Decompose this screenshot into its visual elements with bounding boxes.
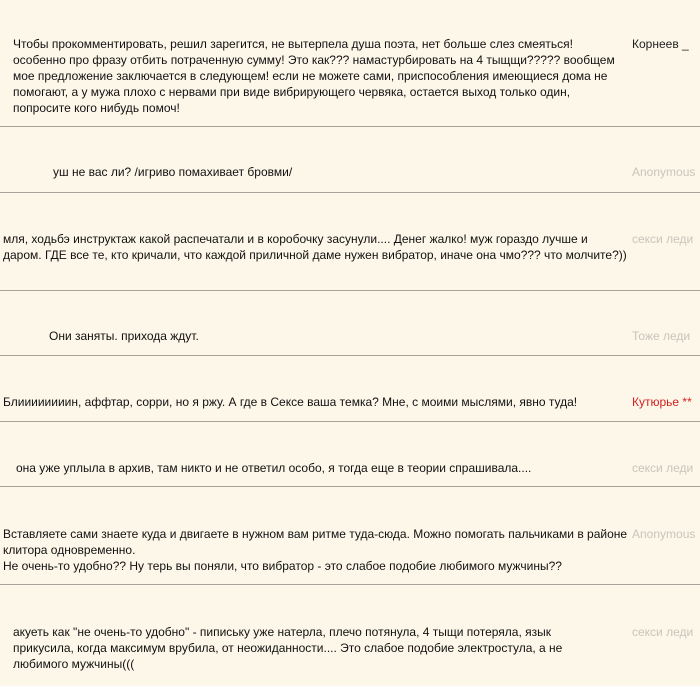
- comment-text: уш не вас ли? /игриво помахивает бровми/: [53, 165, 293, 179]
- comment-author[interactable]: Корнеев _: [632, 37, 689, 51]
- comment: [0, 291, 700, 356]
- comment-author[interactable]: Anonymous: [632, 527, 696, 541]
- comment-text: Они заняты. прихода ждут.: [49, 329, 199, 343]
- comment-author[interactable]: секси леди: [632, 625, 694, 639]
- comment: [0, 127, 700, 193]
- comment-author[interactable]: секси леди: [632, 232, 694, 246]
- comment-text: акуеть как "не очень-то удобно" - пипиську уже натерла, плечо потянула, 4 тыщи потеряла, язык прикусила, когда максимум врубила, от неожиданности.... Это слабое подобие электростула, а не любимого мужчины(((: [13, 625, 563, 671]
- comment-paragraph: Не очень-то удобно?? Ну терь вы поняли, что вибратор - это слабое подобие любимого мужчины??: [3, 559, 562, 573]
- comment-text: она уже уплыла в архив, там никто и не ответил особо, я тогда еще в теории спрашивала....: [16, 461, 532, 475]
- comment: [0, 356, 700, 422]
- comment-text: [3, 526, 630, 574]
- comment: [0, 193, 700, 291]
- comment-author[interactable]: Anonymous: [632, 165, 696, 179]
- comment-author[interactable]: секси леди: [632, 461, 694, 475]
- comment: [0, 585, 700, 686]
- comment-author[interactable]: Тоже леди: [632, 329, 691, 343]
- comment-author[interactable]: Кутюрье **: [632, 395, 692, 409]
- comment: [0, 0, 700, 127]
- comment: [0, 422, 700, 487]
- comment: [0, 487, 700, 585]
- comment-text: Чтобы прокомментировать, решил зарегится, не вытерпела душа поэта, нет больше слез смеяться! особенно про фразу отбить потраченную сумму! Это как??? намастурбировать на 4 тыщщи????? вообщем мое предложение заключается в следующем! если не можете сами, приспособления имеющиеся дома не помогают, а у мужа плохо с нервами при виде вибрирующего червяка, остается выход только один, попросите кого нибудь помоч!: [13, 37, 615, 115]
- comment-paragraph: Вставляете сами знаете куда и двигаете в нужном вам ритме туда-сюда. Можно помогать пальчиками в районе клитора одновременно.: [3, 527, 628, 557]
- comment-text: Блиииииииин, аффтар, сорри, но я ржу. А где в Сексе ваша темка? Мне, с моими мыслями, явно туда!: [3, 395, 578, 409]
- comment-text: мля, ходьбэ инструктаж какой распечатали и в коробочку засунули.... Денег жалко! муж гораздо лучше и даром. ГДЕ все те, кто кричали, что каждой приличной даме нужен вибратор, иначе она чмо??? что молчите?)): [3, 232, 627, 262]
